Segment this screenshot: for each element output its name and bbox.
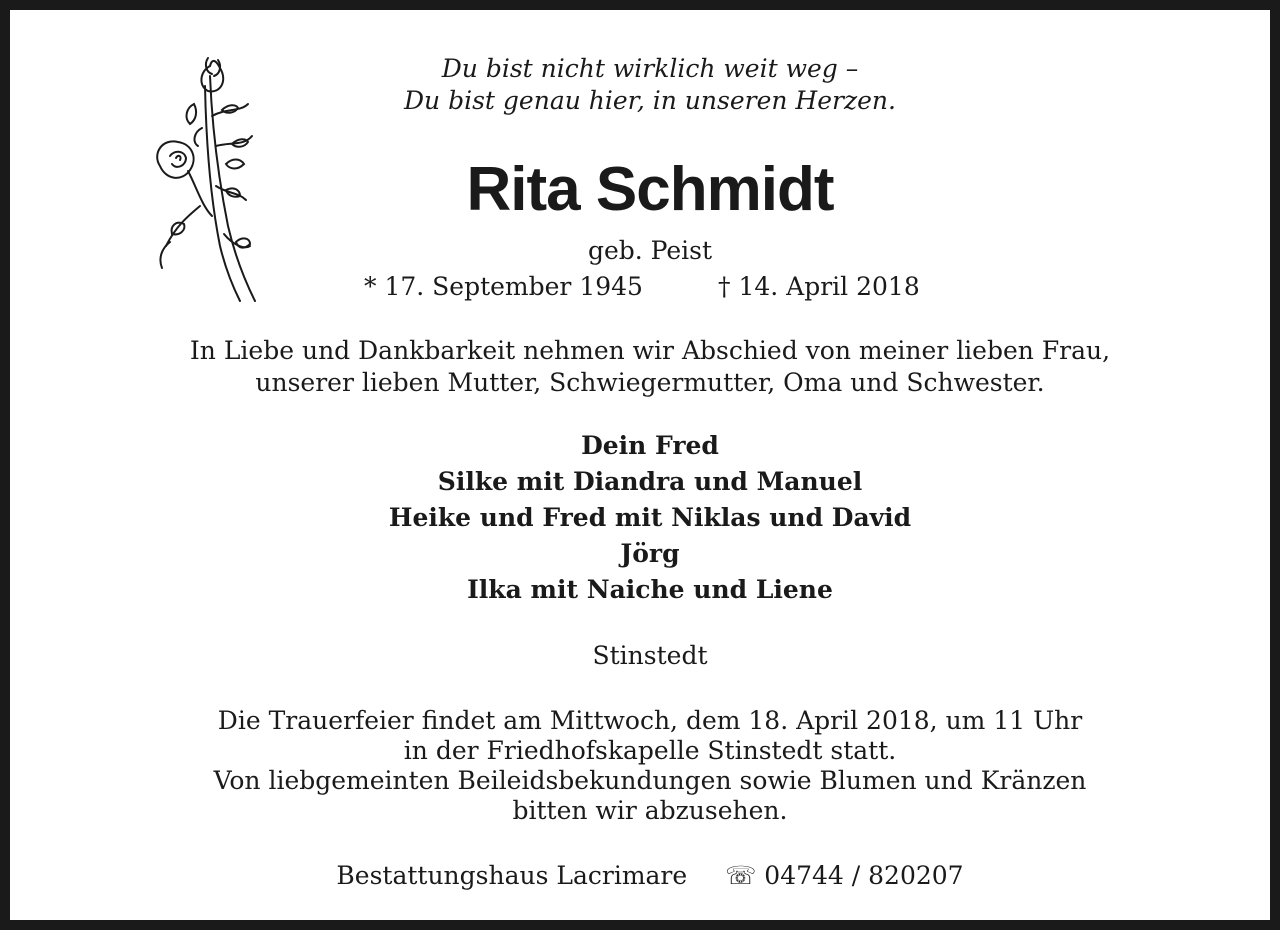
farewell-message-line-1: In Liebe und Dankbarkeit nehmen wir Abschied von meiner lieben Frau, [189, 336, 1111, 365]
funeral-info-line-3: Von liebgemeinten Beileidsbekundungen sowie Blumen und Kränzen [213, 766, 1087, 795]
mourner-line: Jörg [620, 539, 680, 568]
birth-date: * 17. September 1945 [364, 272, 643, 301]
telephone-icon undertaker-phone: ☏ 04744 / 820207 [725, 861, 964, 890]
verse-line-2: Du bist genau hier, in unseren Herzen. [404, 86, 896, 115]
funeral-info-line-1: Die Trauerfeier findet am Mittwoch, dem 18. April 2018, um 11 Uhr [217, 706, 1083, 735]
farewell-message-line-2: unserer lieben Mutter, Schwiegermutter, Oma und Schwester. [255, 368, 1045, 397]
mourner-line: Silke mit Diandra und Manuel [437, 467, 863, 496]
mourner-line: Dein Fred [581, 431, 719, 460]
location: Stinstedt [592, 641, 708, 670]
funeral-info-line-4: bitten wir abzusehen. [512, 796, 788, 825]
verse-line-1: Du bist nicht wirklich weit weg – [441, 54, 859, 83]
mourner-line: Heike und Fred mit Niklas und David [388, 503, 912, 532]
maiden-name: geb. Peist [587, 236, 713, 265]
funeral-info-line-2: in der Friedhofskapelle Stinstedt statt. [403, 736, 897, 765]
undertaker-name: Bestattungshaus Lacrimare [336, 861, 688, 890]
mourner-line: Ilka mit Naiche und Liene [467, 575, 833, 604]
undertaker-line [10, 861, 1280, 890]
life-dates [10, 272, 1280, 304]
death-date: † 14. April 2018 [718, 272, 920, 301]
deceased-name: Rita Schmidt [466, 155, 834, 224]
